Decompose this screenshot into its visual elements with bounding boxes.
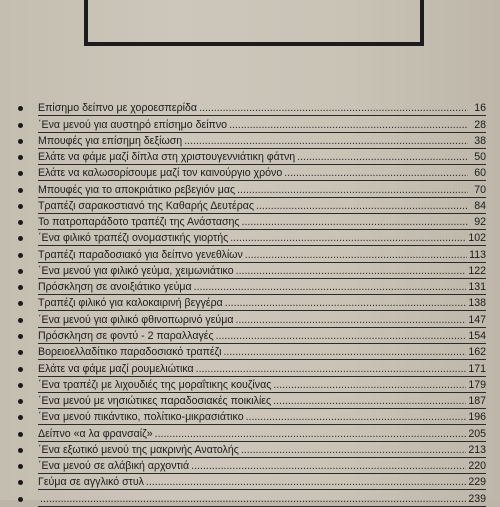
toc-page: 154 — [468, 329, 486, 342]
dot-leader — [241, 444, 466, 457]
toc-page: 113 — [469, 248, 486, 261]
bullet-icon — [18, 106, 23, 111]
toc-page: 196 — [468, 411, 486, 424]
toc-title: Γεύμα σε αγγλικό στυλ — [38, 476, 144, 489]
bullet-icon — [18, 399, 23, 404]
toc-title: ΄Ενα μενού για αυστηρό επίσημο δείπνο — [38, 118, 228, 131]
toc-row — [38, 393, 486, 409]
bullet-icon — [18, 367, 23, 372]
bullet-icon — [18, 301, 23, 306]
dot-leader — [146, 476, 466, 489]
toc-row — [38, 409, 486, 425]
toc-row — [38, 425, 486, 441]
dot-leader — [246, 411, 467, 424]
bullet-icon — [18, 155, 23, 160]
toc-row — [38, 279, 486, 295]
dot-leader — [225, 297, 467, 310]
bullet-icon — [18, 253, 23, 258]
bullet-icon — [18, 269, 23, 274]
toc-title: ΄Ενα τραπέζι με λιχουδιές της μοραΐτικης κουζίνας — [38, 378, 272, 391]
toc-row — [38, 442, 486, 458]
toc-page: 138 — [468, 297, 486, 310]
bullet-icon — [18, 318, 23, 323]
toc-page: 187 — [468, 395, 486, 408]
dot-leader — [223, 346, 466, 359]
toc-page: 162 — [468, 346, 486, 359]
dot-leader — [229, 119, 468, 132]
toc-page: 102 — [468, 232, 486, 245]
dot-leader — [273, 395, 466, 408]
toc-title: ΄Ενα μενού για φιλικό γεύμα, χειμωνιάτικο — [38, 264, 234, 277]
toc-page: 229 — [468, 476, 486, 489]
toc-row — [38, 198, 486, 214]
toc-row — [38, 246, 486, 262]
bullet-icon — [18, 285, 23, 290]
toc-title: Μπουφές για επίσημη δεξίωση — [38, 134, 183, 147]
dot-leader — [191, 460, 466, 473]
toc-row — [38, 230, 486, 246]
toc-page: 16 — [474, 102, 486, 115]
toc-row — [38, 100, 486, 116]
bullet-icon — [18, 334, 23, 339]
bullet-icon — [18, 123, 23, 128]
toc-title: Τραπέζι φιλικό για καλοκαιρινή βεγγέρα — [38, 297, 223, 310]
dot-leader — [237, 184, 468, 197]
toc-row — [38, 116, 486, 132]
toc-page: 239 — [468, 492, 486, 505]
toc-row — [38, 377, 486, 393]
toc-page: 92 — [474, 216, 486, 229]
toc-page: 84 — [474, 199, 486, 212]
dot-leader — [297, 151, 468, 164]
toc-row — [38, 149, 486, 165]
toc-row — [38, 360, 486, 376]
dot-leader — [284, 167, 468, 180]
dot-leader — [235, 314, 466, 327]
toc-title: Πρόσκληση σε φοντύ - 2 παραλλαγές — [38, 329, 214, 342]
toc-title: ΄Ενα φιλικό τραπέζι ονομαστικής γιορτής — [38, 232, 229, 245]
table-of-contents — [0, 100, 500, 507]
toc-page: 60 — [474, 167, 486, 180]
toc-title: Ελάτε να καλωσορίσουμε μαζί τον καινούργιο χρόνο — [38, 167, 283, 180]
toc-page: 131 — [468, 281, 486, 294]
bullet-icon — [18, 236, 23, 241]
toc-title: ΄Ενα μενού σε αλάβική αρχοντιά — [38, 460, 190, 473]
toc-title: Πρόσκληση σε ανοιξιάτικο γεύμα — [38, 281, 192, 294]
toc-page: 179 — [468, 378, 486, 391]
toc-title: ΄Ενα εξωτικό μενού της μακρινής Ανατολής — [38, 443, 239, 456]
bullet-icon — [18, 188, 23, 193]
toc-title: Ελάτε να φάμε μαζί ρουμελιώτικα — [38, 362, 194, 375]
bullet-icon — [18, 432, 23, 437]
toc-title: ΄Ενα μενού με νησιώτικες παραδοσιακές ποικιλίες — [38, 395, 272, 408]
bullet-icon — [18, 171, 23, 176]
toc-title: Το πατροπαράδοτο τραπέζι της Ανάστασης — [38, 216, 240, 229]
toc-row — [38, 263, 486, 279]
bullet-icon — [18, 464, 23, 469]
toc-title: Δείπνο «α λα φρανσαίζ» — [38, 427, 153, 440]
toc-page: 220 — [468, 460, 486, 473]
toc-title: Τραπέζι παραδοσιακό για δείπνο γενεθλίων — [38, 248, 243, 261]
toc-row — [38, 295, 486, 311]
toc-title: Τραπέζι σαρακοστιανό της Καθαρής Δευτέρας — [38, 199, 254, 212]
bullet-icon — [18, 204, 23, 209]
dot-leader — [216, 330, 467, 343]
toc-row — [38, 181, 486, 197]
toc-row — [38, 458, 486, 474]
dot-leader — [245, 249, 467, 262]
toc-page: 70 — [474, 183, 486, 196]
toc-title: ΄Ενα μενού για φιλικό φθινοπωρινό γεύμα — [38, 313, 234, 326]
toc-row — [38, 311, 486, 327]
toc-title: Μπουφές για το αποκριάτικο ρεβεγιόν μας — [38, 183, 236, 196]
toc-page: 213 — [468, 443, 486, 456]
dot-leader — [40, 493, 466, 506]
dot-leader — [256, 200, 468, 213]
dot-leader — [273, 379, 466, 392]
toc-page: 171 — [468, 362, 486, 375]
toc-title: ΄Ενα μενού πικάντικο, πολίτικο-μικρασιάτικο — [38, 411, 244, 424]
bullet-icon — [18, 448, 23, 453]
toc-row — [38, 474, 486, 490]
toc-page: 38 — [474, 134, 486, 147]
toc-title: Ελάτε να φάμε μαζί δίπλα στη χριστουγεννιάτικη φάτνη — [38, 151, 296, 164]
dot-leader — [242, 216, 468, 229]
bullet-icon — [18, 383, 23, 388]
bullet-icon — [18, 220, 23, 225]
bullet-icon — [18, 350, 23, 355]
toc-page: 147 — [468, 313, 486, 326]
dot-leader — [199, 102, 468, 115]
bullet-icon — [18, 415, 23, 420]
toc-row — [38, 490, 486, 506]
toc-row — [38, 165, 486, 181]
toc-title: Επίσημο δείπνο με χοροεσπερίδα — [38, 102, 198, 115]
header-frame — [84, 0, 424, 46]
dot-leader — [230, 232, 466, 245]
dot-leader — [236, 265, 467, 278]
dot-leader — [184, 135, 468, 148]
dot-leader — [155, 428, 467, 441]
toc-row — [38, 133, 486, 149]
bullet-icon — [18, 497, 23, 502]
toc-page: 50 — [474, 151, 486, 164]
toc-page: 28 — [474, 118, 486, 131]
toc-row — [38, 344, 486, 360]
dot-leader — [194, 281, 467, 294]
toc-page: 122 — [468, 264, 486, 277]
bullet-icon — [18, 139, 23, 144]
toc-title: Βορειοελλαδίτικο παραδοσιακό τραπέζι — [38, 346, 222, 359]
toc-row — [38, 328, 486, 344]
toc-page: 205 — [468, 427, 486, 440]
toc-row — [38, 214, 486, 230]
dot-leader — [196, 363, 467, 376]
bullet-icon — [18, 480, 23, 485]
